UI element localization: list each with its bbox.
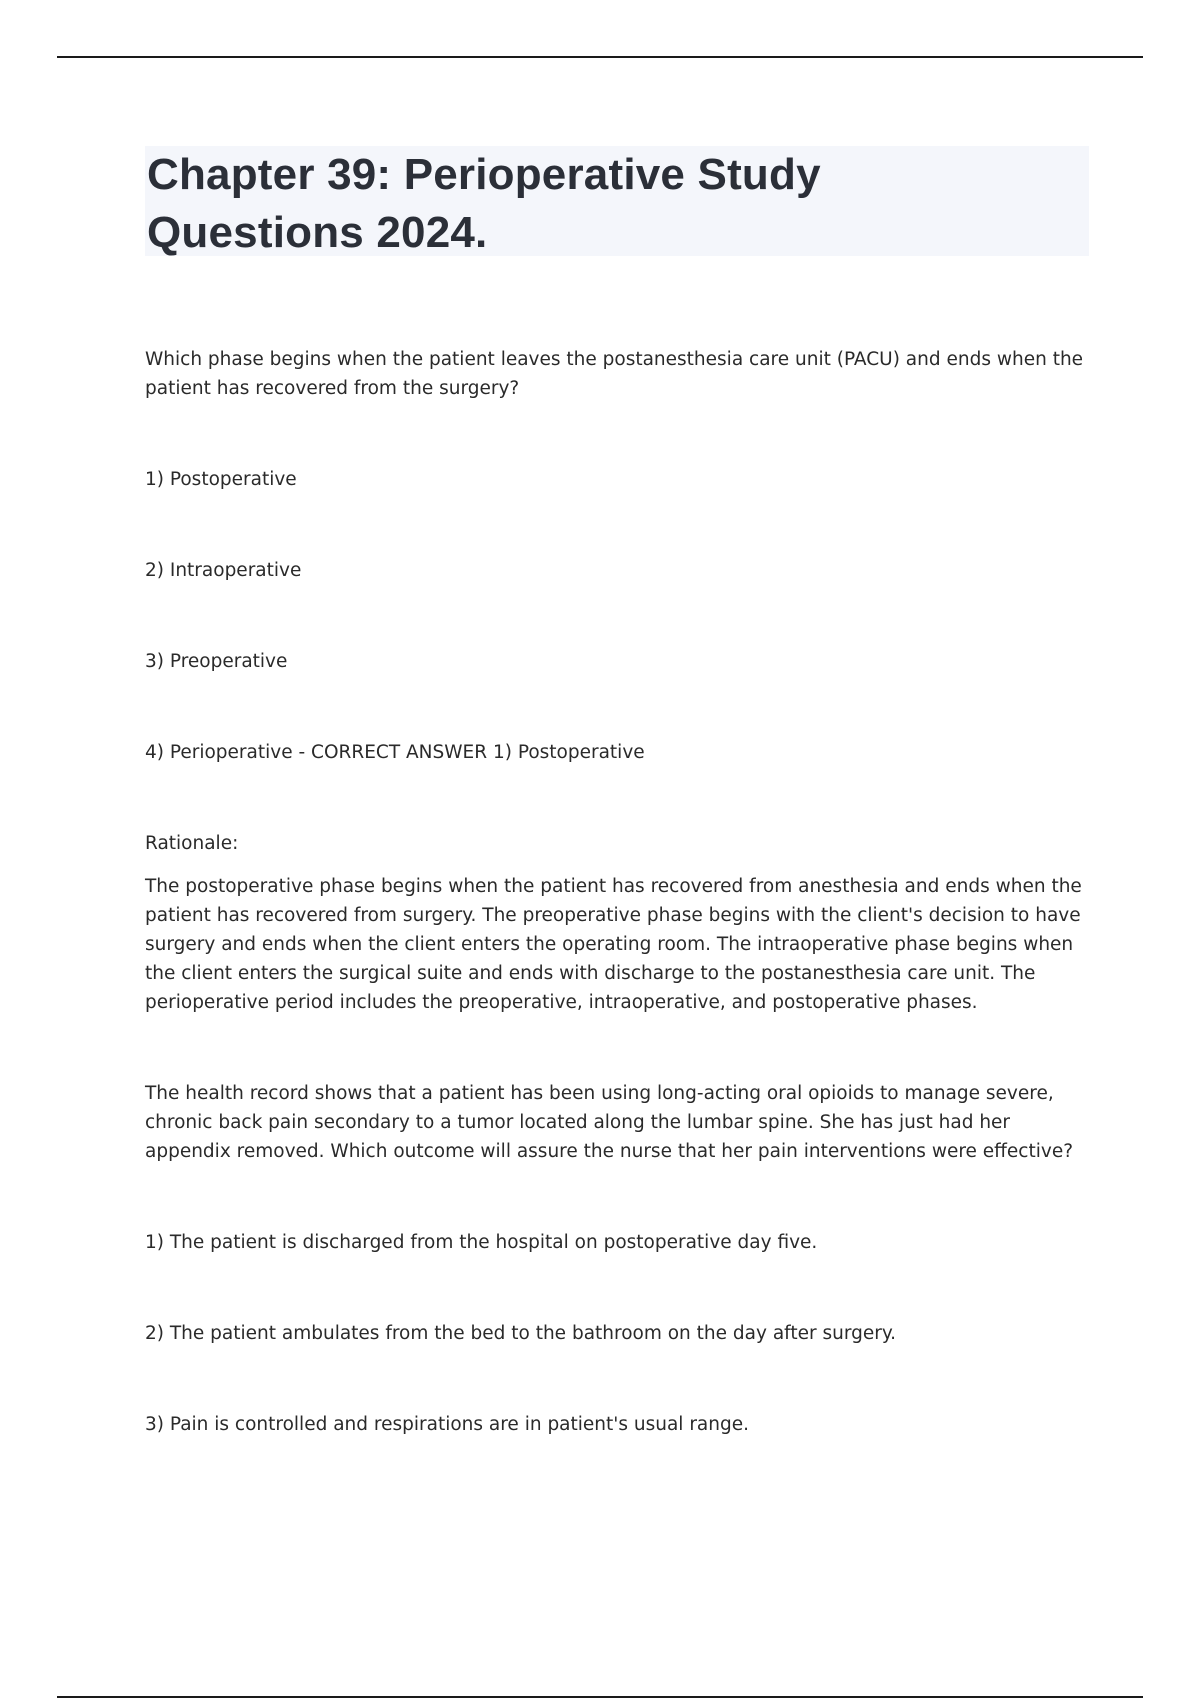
- question-2-option-3: 3) Pain is controlled and respirations are in patient's usual range.: [145, 1414, 749, 1435]
- rationale-text: The postoperative phase begins when the patient has recovered from anesthesia and ends when the patient has recovered from surgery. The preoperative phase begins with the client's decision to have surgery and ends when the client enters the operating room. The intraoperative phase begins when the client enters the surgical suite and ends with discharge to the postanesthesia care unit. The perioperative period includes the preoperative, intraoperative, and postoperative phases.: [145, 876, 1082, 1013]
- bottom-divider: [57, 1696, 1143, 1698]
- question-1-option-3: 3) Preoperative: [145, 651, 288, 672]
- question-1-option-4-answer: 4) Perioperative - CORRECT ANSWER 1) Postoperative: [145, 742, 645, 763]
- question-2-text: The health record shows that a patient has been using long-acting oral opioids to manage severe, chronic back pain secondary to a tumor located along the lumbar spine. She has just had her appendix removed. Which outcome will assure the nurse that her pain interventions were effective?: [145, 1083, 1074, 1162]
- title-banner: [145, 146, 1089, 256]
- rationale-label: Rationale:: [145, 833, 239, 854]
- question-2-option-2: 2) The patient ambulates from the bed to the bathroom on the day after surgery.: [145, 1323, 897, 1344]
- question-1-option-2: 2) Intraoperative: [145, 560, 302, 581]
- page-title: Chapter 39: Perioperative Study Questions 2024.: [147, 150, 821, 257]
- question-1-text: Which phase begins when the patient leaves the postanesthesia care unit (PACU) and ends when the patient has recovered from the surgery?: [145, 349, 1084, 399]
- question-1-option-1: 1) Postoperative: [145, 469, 297, 490]
- document-body: [145, 345, 1085, 1501]
- top-divider: [57, 56, 1143, 58]
- question-2-option-1: 1) The patient is discharged from the hospital on postoperative day five.: [145, 1232, 818, 1253]
